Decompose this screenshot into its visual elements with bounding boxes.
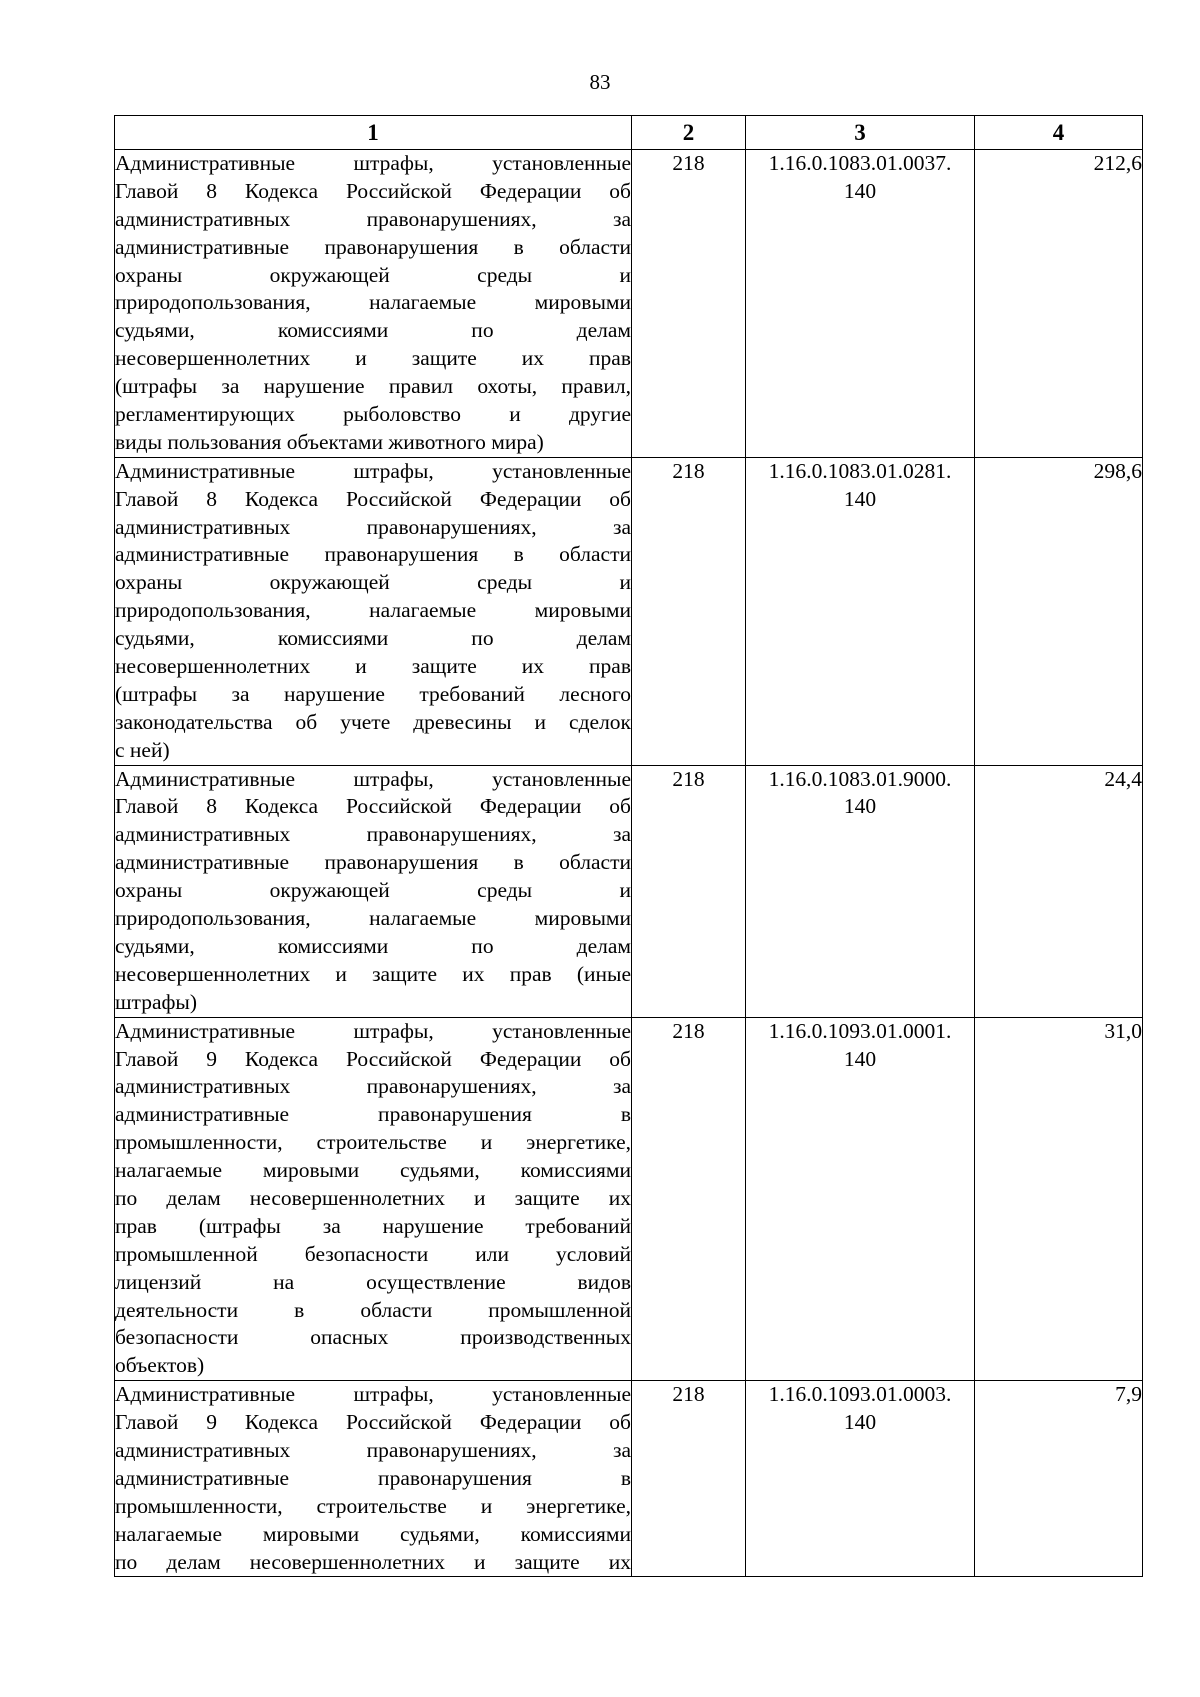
- admin-code-cell: 218: [632, 150, 746, 458]
- revenue-name-line: несовершеннолетних и защите их прав: [115, 654, 631, 679]
- revenue-name-line: природопользования, налагаемые мировыми: [115, 906, 631, 931]
- table-row: [115, 765, 1143, 1017]
- revenue-name-line: штрафы): [115, 989, 198, 1014]
- revenue-name-line: административные правонарушения в области: [115, 234, 631, 259]
- revenue-name-line: охраны окружающей среды и: [115, 262, 631, 287]
- revenue-name-line: регламентирующих рыболовство и другие: [115, 402, 631, 427]
- revenue-name-line: Административные штрафы, установленные: [115, 458, 631, 483]
- revenue-name-line: налагаемые мировыми судьями, комиссиями: [115, 1158, 631, 1183]
- revenue-name-cell: [115, 1017, 632, 1381]
- admin-code-cell: 218: [632, 457, 746, 765]
- revenue-name-line: законодательства об учете древесины и сделок: [115, 709, 631, 734]
- revenue-name-line: по делам несовершеннолетних и защите их: [115, 1549, 631, 1574]
- revenue-name-line: промышленности, строительстве и энергетике,: [115, 1130, 631, 1155]
- revenue-name-line: административных правонарушениях, за: [115, 1437, 631, 1462]
- classification-code-cell: [746, 1017, 975, 1381]
- column-header-2: 2: [632, 116, 746, 150]
- revenue-name-line: административных правонарушениях, за: [115, 1074, 631, 1099]
- revenue-name-line: (штрафы за нарушение требований лесного: [115, 681, 631, 706]
- revenue-name-line: прав (штрафы за нарушение требований: [115, 1213, 631, 1238]
- revenue-name-line: административных правонарушениях, за: [115, 514, 631, 539]
- revenue-name-line: Административные штрафы, установленные: [115, 1382, 631, 1407]
- classification-code-cell: [746, 1381, 975, 1577]
- admin-code-cell: 218: [632, 765, 746, 1017]
- revenue-name-line: Административные штрафы, установленные: [115, 151, 631, 175]
- revenue-name-line: промышленной безопасности или условий: [115, 1241, 631, 1266]
- revenue-name-line: деятельности в области промышленной: [115, 1297, 631, 1322]
- classification-code-cell: [746, 150, 975, 458]
- budget-revenue-table: [114, 115, 1143, 1577]
- revenue-name-line: Главой 9 Кодекса Российской Федерации об: [115, 1410, 631, 1435]
- revenue-name-cell: [115, 765, 632, 1017]
- table-row: [115, 1381, 1143, 1577]
- amount-cell: 7,9: [975, 1381, 1143, 1577]
- revenue-name-line: промышленности, строительстве и энергетике,: [115, 1493, 631, 1518]
- column-header-1: 1: [115, 116, 632, 150]
- revenue-name-line: (штрафы за нарушение правил охоты, правил,: [115, 374, 631, 399]
- page-number: 83: [589, 70, 611, 94]
- revenue-name-line: несовершеннолетних и защите их прав (иные: [115, 961, 631, 986]
- revenue-name-cell: [115, 457, 632, 765]
- classification-code-cell: [746, 765, 975, 1017]
- revenue-name-line: административные правонарушения в: [115, 1102, 631, 1127]
- classification-code-line: 1.16.0.1083.01.0281.: [768, 458, 952, 483]
- classification-code-line: 1.16.0.1093.01.0001.: [768, 1018, 952, 1043]
- amount-cell: 298,6: [975, 457, 1143, 765]
- revenue-name-line: виды пользования объектами животного мира): [115, 429, 544, 454]
- classification-code-suffix: 140: [843, 178, 877, 203]
- table-header-row: [115, 116, 1143, 150]
- admin-code-cell: 218: [632, 1017, 746, 1381]
- revenue-name-line: административных правонарушениях, за: [115, 822, 631, 847]
- revenue-name-cell: [115, 150, 632, 458]
- revenue-name-cell: [115, 1381, 632, 1577]
- amount-cell: 212,6: [975, 150, 1143, 458]
- classification-code-line: 1.16.0.1083.01.0037.: [768, 151, 952, 175]
- revenue-name-line: административные правонарушения в области: [115, 850, 631, 875]
- revenue-name-line: несовершеннолетних и защите их прав: [115, 346, 631, 371]
- revenue-name-line: охраны окружающей среды и: [115, 878, 631, 903]
- revenue-name-line: с ней): [115, 737, 170, 762]
- revenue-name-line: Главой 9 Кодекса Российской Федерации об: [115, 1046, 631, 1071]
- admin-code-cell: 218: [632, 1381, 746, 1577]
- revenue-name-line: административных правонарушениях, за: [115, 206, 631, 231]
- table-row: [115, 1017, 1143, 1381]
- revenue-name-line: судьями, комиссиями по делам: [115, 933, 631, 958]
- classification-code-line: 1.16.0.1083.01.9000.: [768, 766, 952, 791]
- classification-code-suffix: 140: [843, 486, 877, 511]
- revenue-name-line: судьями, комиссиями по делам: [115, 626, 631, 651]
- table-row: [115, 457, 1143, 765]
- revenue-name-line: охраны окружающей среды и: [115, 570, 631, 595]
- revenue-name-line: Главой 8 Кодекса Российской Федерации об: [115, 486, 631, 511]
- revenue-name-line: Главой 8 Кодекса Российской Федерации об: [115, 178, 631, 203]
- classification-code-suffix: 140: [843, 1046, 877, 1071]
- revenue-name-line: Административные штрафы, установленные: [115, 766, 631, 791]
- table-row: [115, 150, 1143, 458]
- classification-code-line: 1.16.0.1093.01.0003.: [768, 1382, 952, 1407]
- revenue-name-line: безопасности опасных производственных: [115, 1325, 631, 1350]
- revenue-name-line: лицензий на осуществление видов: [115, 1269, 631, 1294]
- amount-cell: 24,4: [975, 765, 1143, 1017]
- amount-cell: 31,0: [975, 1017, 1143, 1381]
- classification-code-suffix: 140: [843, 794, 877, 819]
- revenue-name-line: административные правонарушения в: [115, 1465, 631, 1490]
- revenue-name-line: природопользования, налагаемые мировыми: [115, 598, 631, 623]
- column-header-3: 3: [746, 116, 975, 150]
- classification-code-suffix: 140: [843, 1410, 877, 1435]
- revenue-name-line: объектов): [115, 1353, 205, 1378]
- column-header-4: 4: [975, 116, 1143, 150]
- revenue-name-line: по делам несовершеннолетних и защите их: [115, 1185, 631, 1210]
- classification-code-cell: [746, 457, 975, 765]
- revenue-name-line: природопользования, налагаемые мировыми: [115, 290, 631, 315]
- revenue-name-line: Главой 8 Кодекса Российской Федерации об: [115, 794, 631, 819]
- revenue-name-line: административные правонарушения в области: [115, 542, 631, 567]
- table-body: [115, 150, 1143, 1577]
- revenue-name-line: судьями, комиссиями по делам: [115, 318, 631, 343]
- revenue-name-line: налагаемые мировыми судьями, комиссиями: [115, 1521, 631, 1546]
- revenue-name-line: Административные штрафы, установленные: [115, 1018, 631, 1043]
